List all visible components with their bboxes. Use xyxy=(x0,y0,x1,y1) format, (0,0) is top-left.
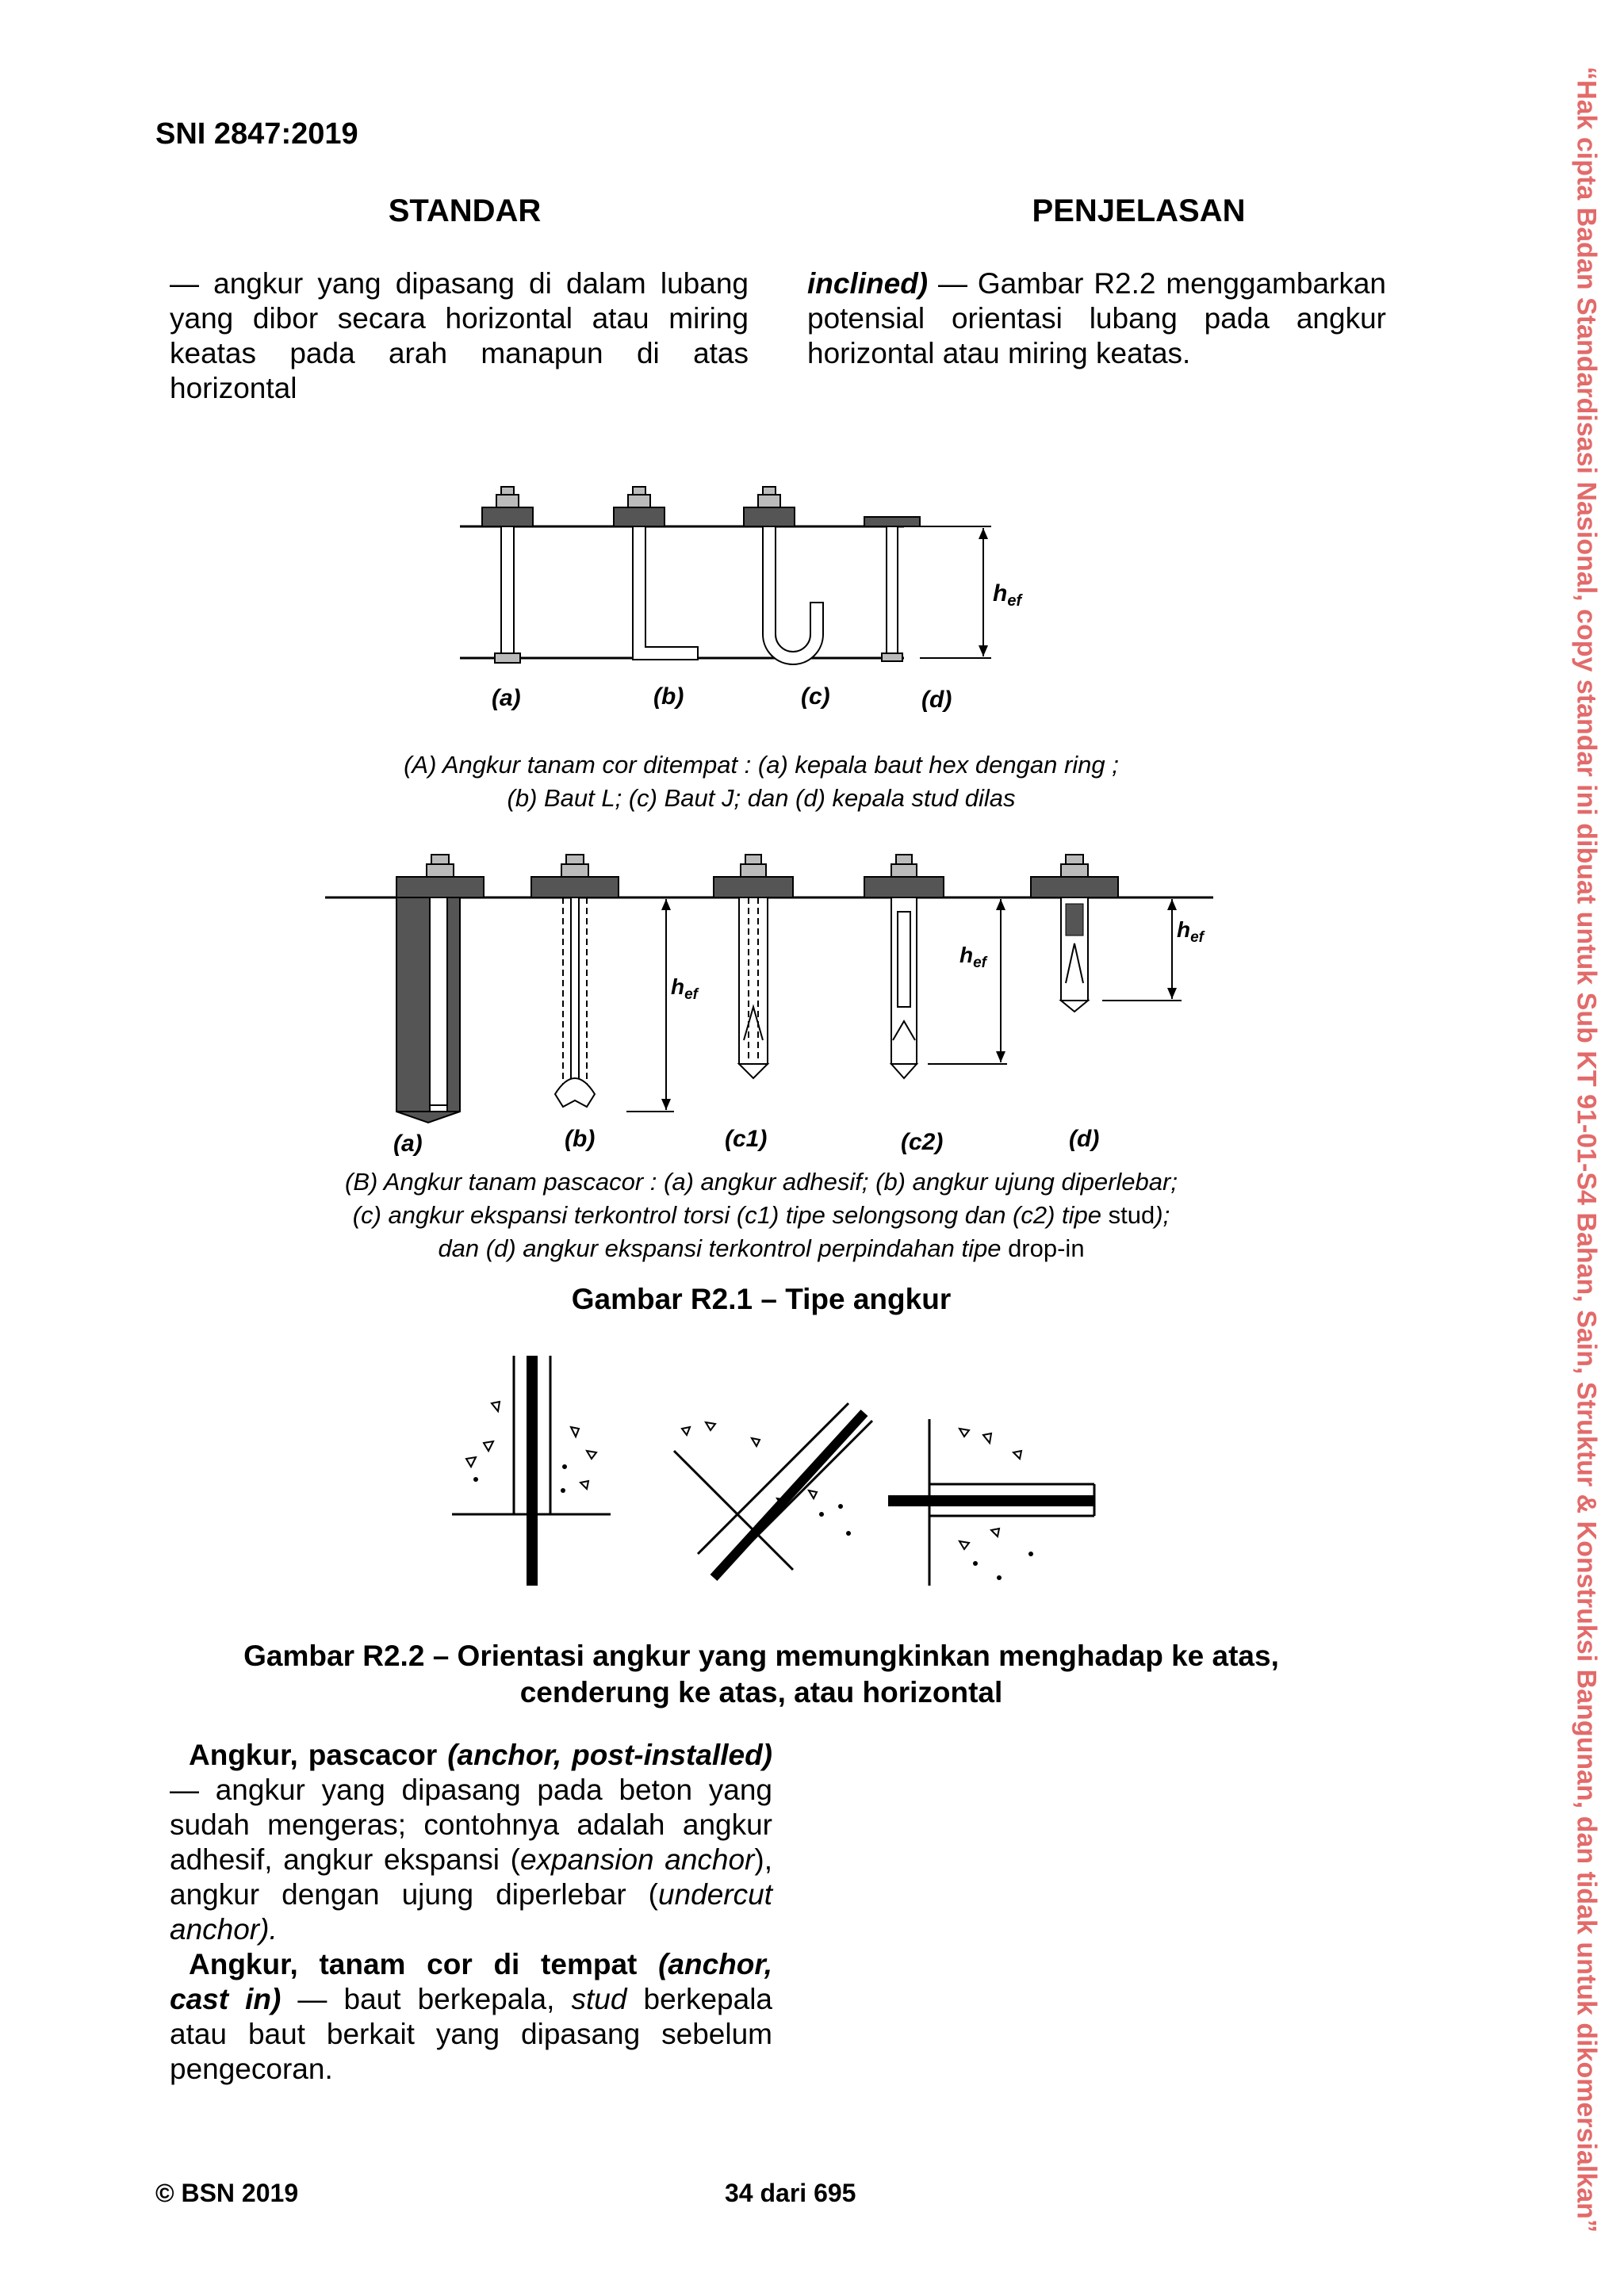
figure-r22-title xyxy=(159,1638,1364,1711)
footer-copyright: © BSN 2019 xyxy=(155,2179,299,2207)
hex-head-bolt-anchor xyxy=(482,487,533,663)
right-intro-text: — Gambar R2.2 menggambarkan potensial orientasi lubang pada angkur horizontal atau miring keatas. xyxy=(807,267,1386,369)
figure-r21-post-installed-anchors xyxy=(317,825,1237,1158)
undercut-anchor xyxy=(531,855,619,1107)
label-b-a: (a) xyxy=(393,1131,423,1157)
term-post-installed: Angkur, pascacor xyxy=(189,1739,448,1771)
label-a: (a) xyxy=(492,685,521,711)
hef-subscript-d: ef xyxy=(1190,929,1205,946)
hef-subscript: ef xyxy=(1007,592,1022,610)
figure-r22-title-line-1: Gambar R2.2 – Orientasi angkur yang memungkinkan menghadap ke atas, xyxy=(243,1640,1279,1672)
document-code: SNI 2847:2019 xyxy=(155,117,358,151)
hef-symbol-d: h xyxy=(1177,917,1191,942)
hef-dimension-b xyxy=(626,899,699,1112)
right-intro-paragraph xyxy=(807,266,1386,371)
welded-stud-anchor xyxy=(864,517,920,661)
hef-subscript-c: ef xyxy=(973,955,987,971)
label-b: (b) xyxy=(653,683,684,710)
figure-r21-title: Gambar R2.1 – Tipe angkur xyxy=(571,1283,952,1315)
figure-r22-title-line-2: cenderung ke atas, atau horizontal xyxy=(519,1676,1003,1709)
figure-r21-cast-in-anchors xyxy=(444,460,1094,729)
adhesive-anchor xyxy=(396,855,484,1123)
figure-r21-caption-a xyxy=(238,748,1285,815)
svg-text:hef xyxy=(671,974,699,1003)
figure-r21-caption-b xyxy=(238,1165,1285,1265)
caption-b-line-3: dan (d) angkur ekspansi terkontrol perpindahan tipe drop-in xyxy=(438,1234,1085,1262)
hef-dimension-c xyxy=(928,899,1007,1064)
caption-a-line-1: (A) Angkur tanam cor ditempat : (a) kepala baut hex dengan ring ; xyxy=(404,751,1119,779)
label-c: (c) xyxy=(801,683,830,710)
definition-cast-in: Angkur, tanam cor di tempat (anchor, cast in) — baut berkepala, stud berkepala atau baut berkait yang dipasang sebelum pengecoran. xyxy=(170,1948,772,2085)
orientation-horizontal xyxy=(888,1419,1094,1586)
svg-text:hef xyxy=(1177,917,1205,946)
copyright-watermark: “Hak cipta Badan Standardisasi Nasional, copy standar ini dibuat untuk Sub KT 91-01-S4 Bahan, Sain, Struktur & Konstruksi Bangunan, dan tidak untuk dikomersialkan” xyxy=(1571,67,1602,2233)
orientation-vertical xyxy=(452,1356,611,1586)
caption-a-line-2: (b) Baut L; (c) Baut J; dan (d) kepala stud dilas xyxy=(507,784,1016,812)
hef-symbol: h xyxy=(993,580,1008,607)
svg-text:hef xyxy=(993,580,1023,610)
term-cast-in-en: (anchor, cast in) xyxy=(170,1948,772,2015)
l-bolt-anchor xyxy=(614,487,698,660)
svg-text:hef xyxy=(959,943,988,971)
label-b-b: (b) xyxy=(565,1126,596,1152)
term-cast-in: Angkur, tanam cor di tempat xyxy=(189,1948,659,1980)
term-post-installed-en: (anchor, post-installed) xyxy=(447,1739,772,1771)
hef-symbol-b: h xyxy=(671,974,685,999)
column-title-penjelasan: PENJELASAN xyxy=(1032,193,1246,228)
hef-dimension xyxy=(920,526,1023,658)
label-d: (d) xyxy=(921,687,952,713)
footer-page-number: 34 dari 695 xyxy=(725,2179,856,2207)
torque-sleeve-anchor xyxy=(714,855,793,1078)
right-intro-lead: inclined) xyxy=(807,267,929,300)
j-bolt-anchor xyxy=(744,487,823,664)
definition-post-installed: Angkur, pascacor (anchor, post-installed) — angkur yang dipasang pada beton yang sudah mengeras; contohnya adalah angkur adhesif, angkur ekspansi (expansion anchor), angkur dengan ujung diperlebar (undercut anchor). xyxy=(170,1739,772,1946)
torque-stud-anchor xyxy=(864,855,944,1078)
hef-subscript-b: ef xyxy=(684,986,699,1003)
hef-symbol-c: h xyxy=(959,943,974,967)
orientation-inclined xyxy=(674,1403,872,1578)
label-b-d: (d) xyxy=(1069,1126,1100,1152)
caption-b-line-1: (B) Angkur tanam pascacor : (a) angkur adhesif; (b) angkur ujung diperlebar; xyxy=(345,1168,1178,1196)
left-intro-paragraph: — angkur yang dipasang di dalam lubang yang dibor secara horizontal atau miring keatas pada arah manapun di atas horizontal xyxy=(170,267,749,404)
label-b-c2: (c2) xyxy=(901,1129,944,1155)
label-b-c1: (c1) xyxy=(725,1126,768,1152)
caption-b-line-2: (c) angkur ekspansi terkontrol torsi (c1) tipe selongsong dan (c2) tipe stud); xyxy=(352,1201,1170,1229)
column-title-standar: STANDAR xyxy=(388,193,542,228)
hef-dimension-d xyxy=(1102,899,1205,1001)
figure-r22-orientations xyxy=(444,1340,1126,1601)
drop-in-anchor xyxy=(1031,855,1118,1012)
